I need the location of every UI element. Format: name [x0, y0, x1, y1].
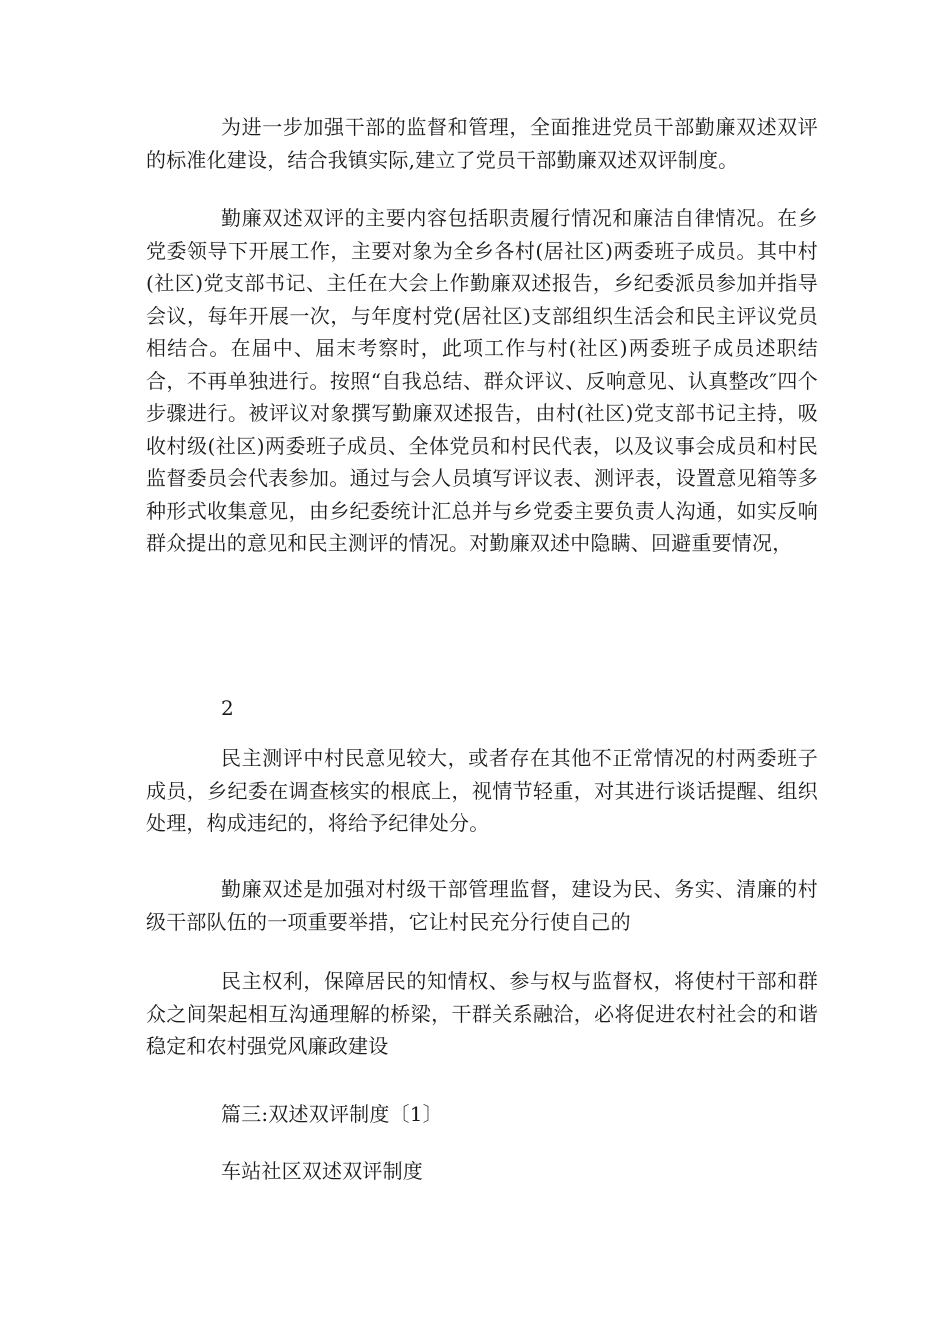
page-number: 2 [221, 696, 234, 720]
document-subtitle: 车站社区双述双评制度 [221, 1159, 423, 1183]
section-heading: 篇三:双述双评制度〔1〕 [221, 1102, 443, 1126]
paragraph-discipline: 民主测评中村民意见较大，或者存在其他不正常情况的村两委班子成员，乡纪委在调查核实的根底上，视情节轻重，对其进行谈话提醒、组织处理，构成违纪的，将给予纪律处分。 [146, 746, 818, 835]
paragraph-intro: 为进一步加强干部的监督和管理，全面推进党员干部勤廉双述双评的标准化建设，结合我镇实际,建立了党员干部勤廉双述双评制度。 [146, 115, 818, 172]
paragraph-democratic-rights: 民主权利，保障居民的知情权、参与权与监督权，将使村干部和群众之间架起相互沟通理解的桥梁，干群关系融洽，必将促进农村社会的和谐稳定和农村强党风廉政建设 [146, 969, 818, 1058]
paragraph-importance: 勤廉双述是加强对村级干部管理监督，建设为民、务实、清廉的村级干部队伍的一项重要举措，它让村民充分行使自己的 [146, 877, 818, 934]
paragraph-main-content: 勤廉双述双评的主要内容包括职责履行情况和廉洁自律情况。在乡党委领导下开展工作，主要对象为全乡各村(居社区)两委班子成员。其中村(社区)党支部书记、主任在大会上作勤廉双述报告，乡纪委派员参加并指导会议，每年开展一次，与年度村党(居社区)支部组织生活会和民主评议党员相结合。在届中、届末考察时，此项工作与村(社区)两委班子成员述职结合，不再单独进行。按照“自我总结、群众评议、反响意见、认真整改″四个步骤进行。被评议对象撰写勤廉双述报告，由村(社区)党支部书记主持，吸收村级(社区)两委班子成员、全体党员和村民代表，以及议事会成员和村民监督委员会代表参加。通过与会人员填写评议表、测评表，设置意见箱等多种形式收集意见，由乡纪委统计汇总并与乡党委主要负责人沟通，如实反响群众提出的意见和民主测评的情况。对勤廉双述中隐瞒、回避重要情况， [146, 206, 818, 555]
